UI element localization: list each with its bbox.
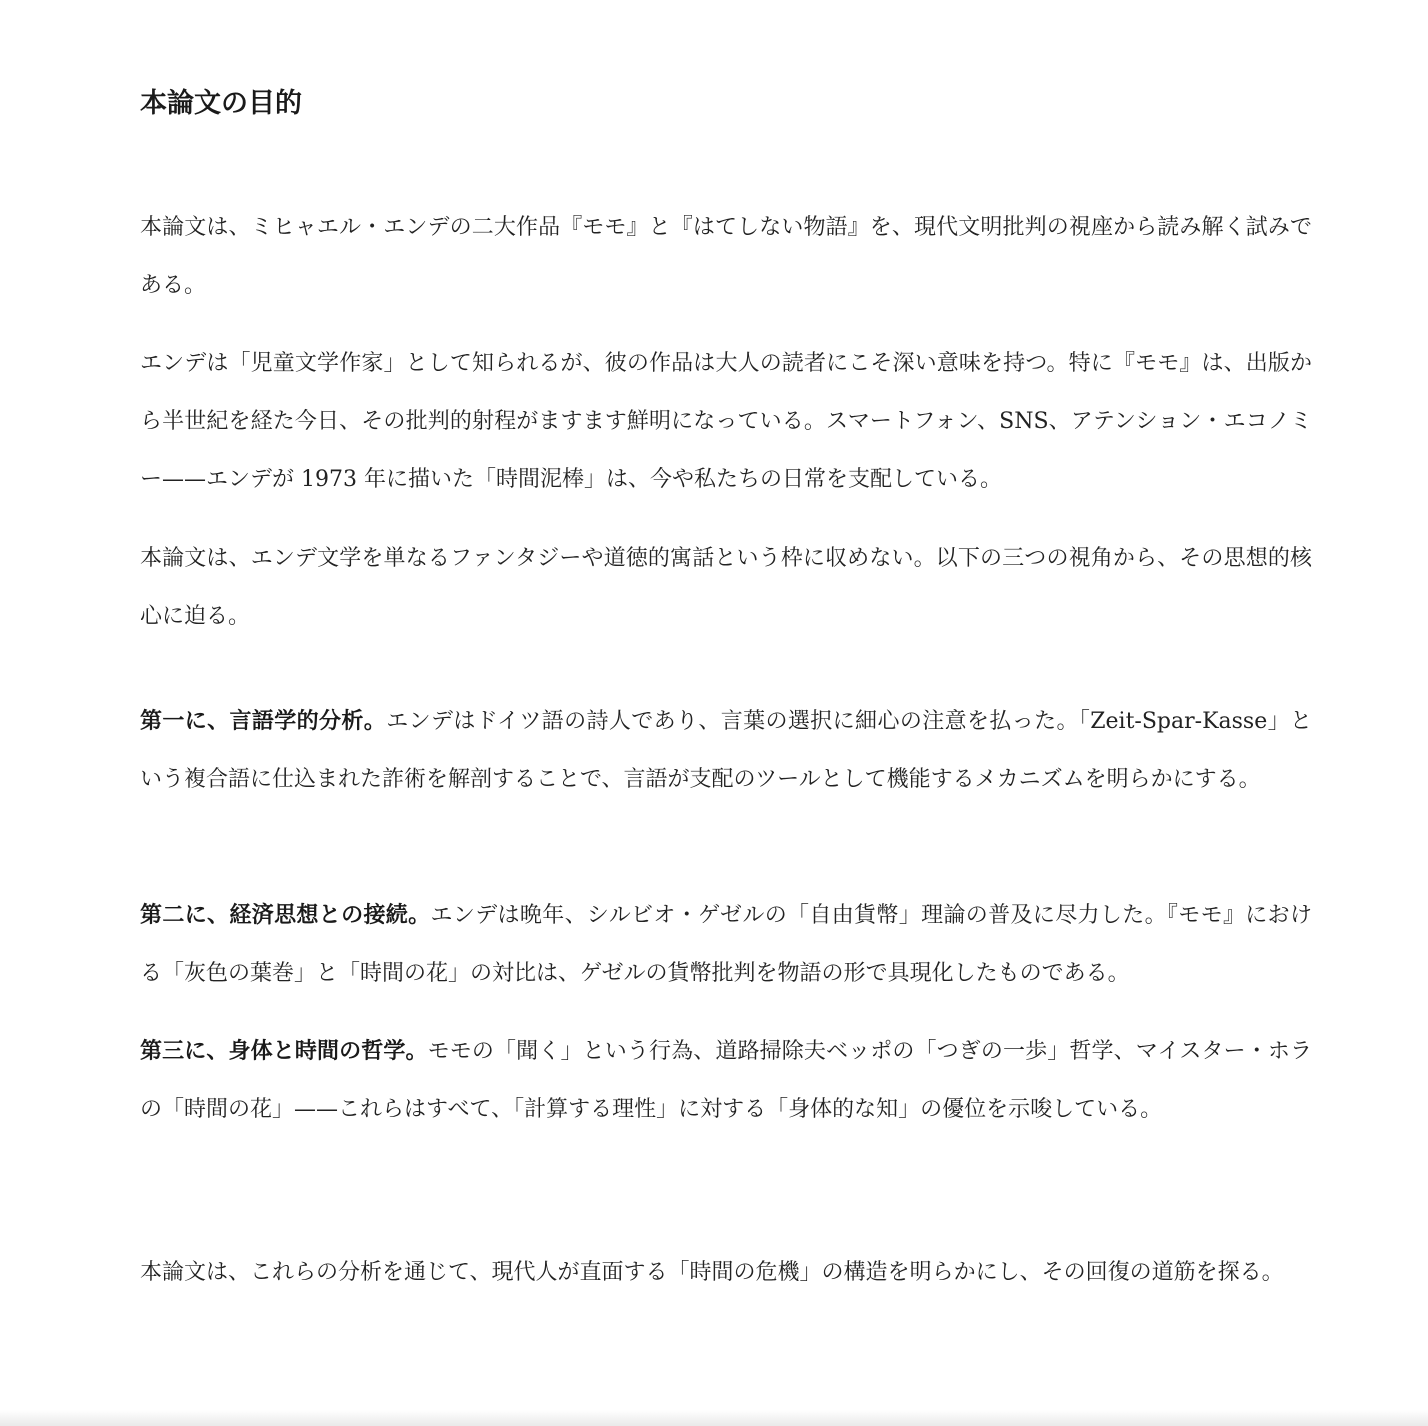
paragraph-text: エンデはドイツ語の詩人であり、言葉の選択に細心の注意を払った。「Zeit-Spar-Kasse」という複合語に仕込まれた詐術を解剖することで、言語が支配のツールとして機能するメカニズムを明らかにする。 <box>140 709 1312 792</box>
page-bottom-shadow <box>0 1410 1428 1426</box>
paragraph-third-perspective <box>140 1023 1312 1139</box>
paragraph-text: 本論文は、ミヒャエル・エンデの二大作品『モモ』と『はてしない物語』を、現代文明批判の視座から読み解く試みである。 <box>140 215 1312 298</box>
paragraph-lead: 第一に、言語学的分析。 <box>140 709 387 734</box>
paragraph-conclusion <box>140 1244 1312 1302</box>
paragraph-text: 本論文は、これらの分析を通じて、現代人が直面する「時間の危機」の構造を明らかにし、その回復の道筋を探る。 <box>140 1260 1284 1285</box>
paragraph-intro <box>140 199 1312 315</box>
section-title: 本論文の目的 <box>140 88 302 119</box>
paragraph-text: エンデは「児童文学作家」として知られるが、彼の作品は大人の読者にこそ深い意味を持つ。特に『モモ』は、出版から半世紀を経た今日、その批判的射程がますます鮮明になっている。スマートフォン、SNS、アテンション・エコノミー——エンデが 1973 年に描いた「時間泥棒」は、今や私たちの日常を支配している。 <box>140 351 1312 492</box>
paragraph-lead: 第二に、経済思想との接続。 <box>140 903 431 928</box>
paragraph-lead: 第三に、身体と時間の哲学。 <box>140 1039 428 1064</box>
paragraph-text: エンデは晩年、シルビオ・ゲゼルの「自由貨幣」理論の普及に尽力した。『モモ』における「灰色の葉巻」と「時間の花」の対比は、ゲゼルの貨幣批判を物語の形で具現化したものである。 <box>140 903 1312 986</box>
paragraph-approach <box>140 530 1312 646</box>
paragraph-second-perspective <box>140 887 1312 1003</box>
paragraph-context <box>140 335 1312 509</box>
paragraph-first-perspective <box>140 693 1312 809</box>
paragraph-text: 本論文は、エンデ文学を単なるファンタジーや道徳的寓話という枠に収めない。以下の三つの視角から、その思想的核心に迫る。 <box>140 546 1312 629</box>
paragraph-text: モモの「聞く」という行為、道路掃除夫ベッポの「つぎの一歩」哲学、マイスター・ホラの「時間の花」——これらはすべて、「計算する理性」に対する「身体的な知」の優位を示唆している。 <box>140 1039 1312 1122</box>
